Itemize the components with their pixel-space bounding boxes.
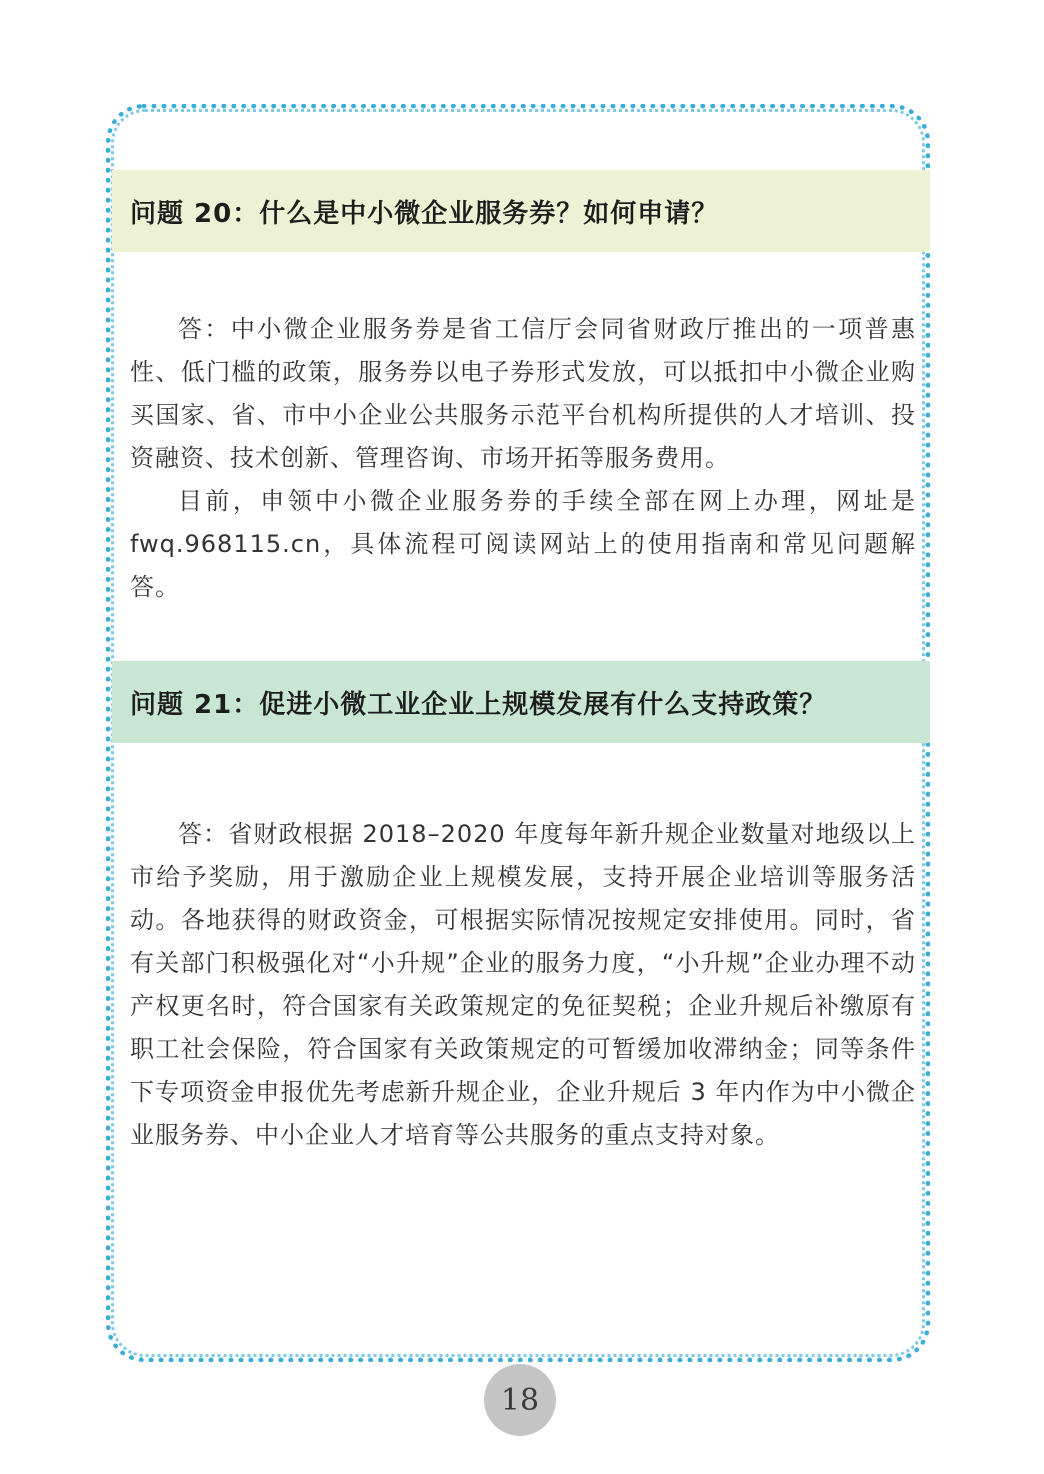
answer-20 (130, 308, 916, 609)
question-21-heading: 问题 21：促进小微工业企业上规模发展有什么支持政策？ (112, 661, 930, 743)
page-number: 18 (484, 1364, 556, 1436)
answer-21 (130, 813, 916, 1157)
answer-20-paragraph-1: 答：中小微企业服务券是省工信厅会同省财政厅推出的一项普惠性、低门槛的政策，服务券以电子券形式发放，可以抵扣中小微企业购买国家、省、市中小企业公共服务示范平台机构所提供的人才培训、投资融资、技术创新、管理咨询、市场开拓等服务费用。 (130, 315, 916, 472)
answer-21-paragraph-1: 答：省财政根据 2018–2020 年度每年新升规企业数量对地级以上市给予奖励，用于激励企业上规模发展，支持开展企业培训等服务活动。各地获得的财政资金，可根据实际情况按规定安排使用。同时，省有关部门积极强化对“小升规”企业的服务力度，“小升规”企业办理不动产权更名时，符合国家有关政策规定的免征契税；企业升规后补缴原有职工社会保险，符合国家有关政策规定的可暂缓加收滞纳金；同等条件下专项资金申报优先考虑新升规企业，企业升规后 3 年内作为中小微企业服务券、中小企业人才培育等公共服务的重点支持对象。 (130, 820, 916, 1149)
answer-20-paragraph-2: 目前，申领中小微企业服务券的手续全部在网上办理，网址是 fwq.968115.cn，具体流程可阅读网站上的使用指南和常见问题解答。 (130, 487, 916, 601)
question-20-heading: 问题 20：什么是中小微企业服务券？如何申请？ (112, 170, 930, 252)
